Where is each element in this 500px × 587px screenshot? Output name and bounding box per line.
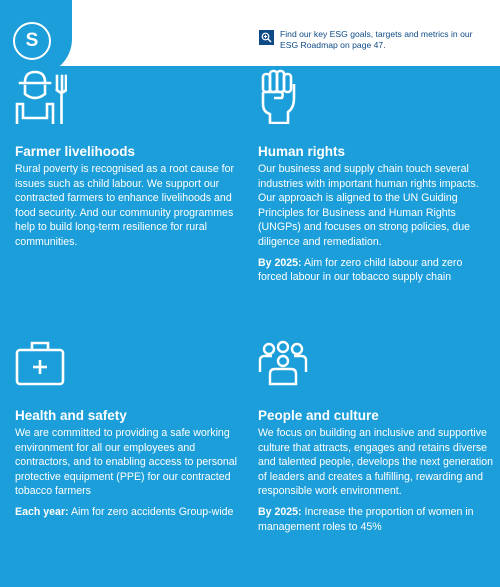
raised-fist-icon (258, 68, 494, 129)
section-people-and-culture (258, 340, 494, 534)
target-statement (15, 505, 245, 520)
section-tab (0, 0, 72, 75)
first-aid-kit-icon (15, 340, 245, 391)
section-human-rights (258, 68, 494, 285)
section-body: We focus on building an inclusive and supportive culture that attracts, engages and retains diverse and talented people, develops the next generation of leaders and creates a fulfilling, rewarding and responsible work environment. (258, 427, 494, 498)
section-body: Our business and supply chain touch several industries with important human rights impacts. Our approach is aligned to the UN Guiding Principles for Business and Human Rights (UNGPs) and focuses on strong policies, due diligence and remediation. (258, 163, 479, 248)
section-title: Health and safety (15, 408, 127, 423)
target-label: By 2025: (258, 505, 302, 518)
roadmap-note[interactable] (259, 29, 489, 51)
target-statement (258, 505, 494, 534)
section-badge: S (13, 22, 51, 60)
section-title: Human rights (258, 144, 346, 159)
target-text: Aim for zero accidents Group-wide (68, 505, 234, 518)
target-text: Aim for zero child labour and zero forced labour in our tobacco supply chain (258, 256, 463, 284)
farmer-icon (15, 68, 245, 129)
section-title: People and culture (258, 408, 379, 423)
section-title: Farmer livelihoods (15, 144, 136, 159)
section-farmer-livelihoods (15, 68, 245, 250)
target-statement (258, 256, 494, 285)
people-group-icon (258, 340, 494, 391)
target-text: Increase the proportion of women in management roles to 45% (258, 505, 474, 533)
section-body: Rural poverty is recognised as a root cause for issues such as child labour. We support our contracted farmers to enhance livelihoods and food security. And our community programmes help to build long-term resilience for rural communities. (15, 163, 235, 248)
section-health-and-safety (15, 340, 245, 520)
section-body: We are committed to providing a safe working environment for all our employees and contractors, and to enabling access to personal protective equipment (PPE) for our contracted tobacco farmers (15, 427, 238, 498)
target-label: By 2025: (258, 256, 302, 269)
roadmap-note-text: Find our key ESG goals, targets and metrics in our ESG Roadmap on page 47. (280, 29, 473, 50)
target-label: Each year: (15, 505, 69, 518)
zoom-in-icon (259, 30, 274, 45)
